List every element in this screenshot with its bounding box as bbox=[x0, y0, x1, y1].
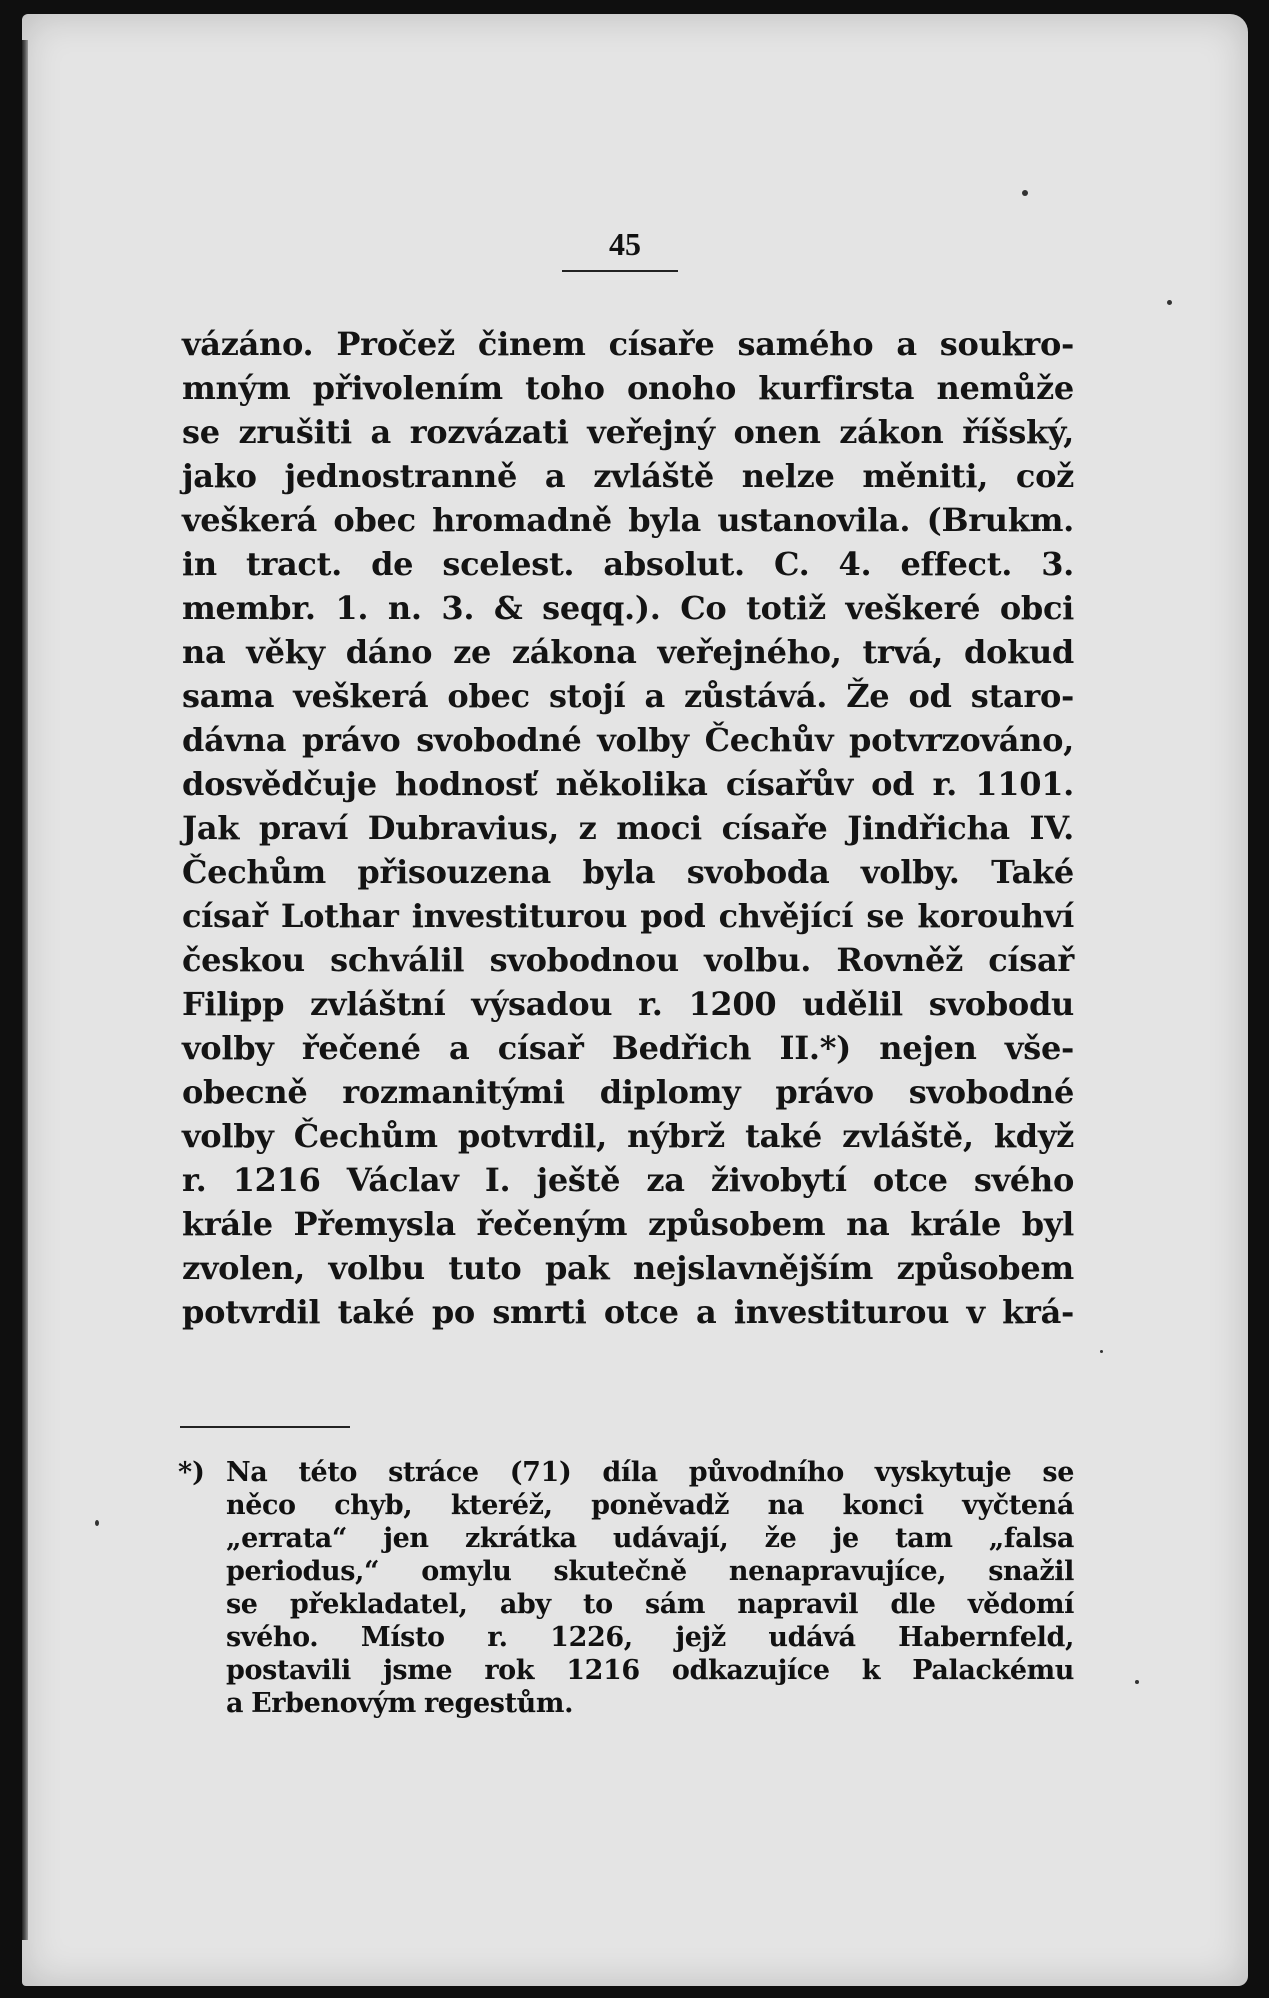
paper-speck bbox=[1022, 190, 1028, 196]
text-line: se zrušiti a rozvázati veřejný onen zákon říšský, bbox=[182, 413, 1074, 451]
footnote-line: svého. Místo r. 1226, jejž udává Habernfeld, bbox=[226, 1622, 1074, 1653]
text-line: zvolen, volbu tuto pak nejslavnějším způsobem bbox=[182, 1249, 1074, 1287]
text-line: českou schválil svobodnou volbu. Rovněž císař bbox=[182, 941, 1074, 979]
text-line: krále Přemysla řečeným způsobem na krále byl bbox=[182, 1205, 1074, 1243]
main-text-block bbox=[182, 322, 1074, 1334]
text-line: volby Čechům potvrdil, nýbrž také zvláště, když bbox=[182, 1117, 1074, 1155]
text-line: jako jednostranně a zvláště nelze měniti, což bbox=[182, 457, 1074, 495]
footnote-line: postavili jsme rok 1216 odkazujíce k Palackému bbox=[226, 1655, 1074, 1686]
text-line: dávna právo svobodné volby Čechův potvrzováno, bbox=[182, 721, 1074, 759]
page-number-underline bbox=[562, 270, 678, 272]
footnote-line: Na této stráce (71) díla původního vyskytuje se bbox=[226, 1457, 1074, 1488]
text-line: na věky dáno ze zákona veřejného, trvá, dokud bbox=[182, 633, 1074, 671]
text-line: vázáno. Pročež činem císaře samého a soukro- bbox=[182, 325, 1074, 363]
paper-speck bbox=[1135, 1680, 1139, 1684]
footnote-marker: *) bbox=[178, 1457, 205, 1488]
text-line: veškerá obec hromadně byla ustanovila. (Brukm. bbox=[182, 501, 1074, 539]
page-spine-edge bbox=[22, 40, 28, 1940]
footnote-line: a Erbenovým regestům. bbox=[226, 1688, 574, 1719]
text-line: volby řečené a císař Bedřich II.*) nejen vše- bbox=[182, 1029, 1074, 1067]
text-line: mným přivolením toho onoho kurfirsta nemůže bbox=[182, 369, 1074, 407]
paper-speck bbox=[95, 1520, 99, 1526]
footnote-line: „errata“ jen zkrátka udávají, že je tam „falsa bbox=[226, 1523, 1074, 1554]
text-line: Filipp zvláštní výsadou r. 1200 udělil svobodu bbox=[182, 985, 1074, 1023]
footnote-block bbox=[178, 1456, 1074, 1720]
page-number: 45 bbox=[609, 226, 641, 262]
text-line: obecně rozmanitými diplomy právo svobodné bbox=[182, 1073, 1074, 1111]
text-line: r. 1216 Václav I. ještě za živobytí otce svého bbox=[182, 1161, 1074, 1199]
text-line: Jak praví Dubravius, z moci císaře Jindřicha IV. bbox=[182, 809, 1074, 847]
footnote-line: periodus,“ omylu skutečně nenapravujíce, snažil bbox=[226, 1556, 1074, 1587]
text-line: Čechům přisouzena byla svoboda volby. Také bbox=[182, 853, 1074, 891]
text-line: sama veškerá obec stojí a zůstává. Že od staro- bbox=[182, 677, 1074, 715]
text-line: in tract. de scelest. absolut. C. 4. effect. 3. bbox=[182, 545, 1074, 583]
text-line: potvrdil také po smrti otce a investiturou v krá- bbox=[182, 1293, 1074, 1331]
footnote-separator bbox=[180, 1426, 350, 1428]
footnote-line: něco chyb, kteréž, poněvadž na konci vyčtená bbox=[226, 1490, 1074, 1521]
paper-speck bbox=[1167, 300, 1172, 305]
footnote-line: se překladatel, aby to sám napravil dle vědomí bbox=[226, 1589, 1074, 1620]
text-line: dosvědčuje hodnosť několika císařův od r. 1101. bbox=[182, 765, 1074, 803]
text-line: císař Lothar investiturou pod chvějící se korouhví bbox=[182, 897, 1074, 935]
paper-speck bbox=[1100, 1350, 1103, 1353]
text-line: membr. 1. n. 3. & seqq.). Co totiž veškeré obci bbox=[182, 589, 1074, 627]
